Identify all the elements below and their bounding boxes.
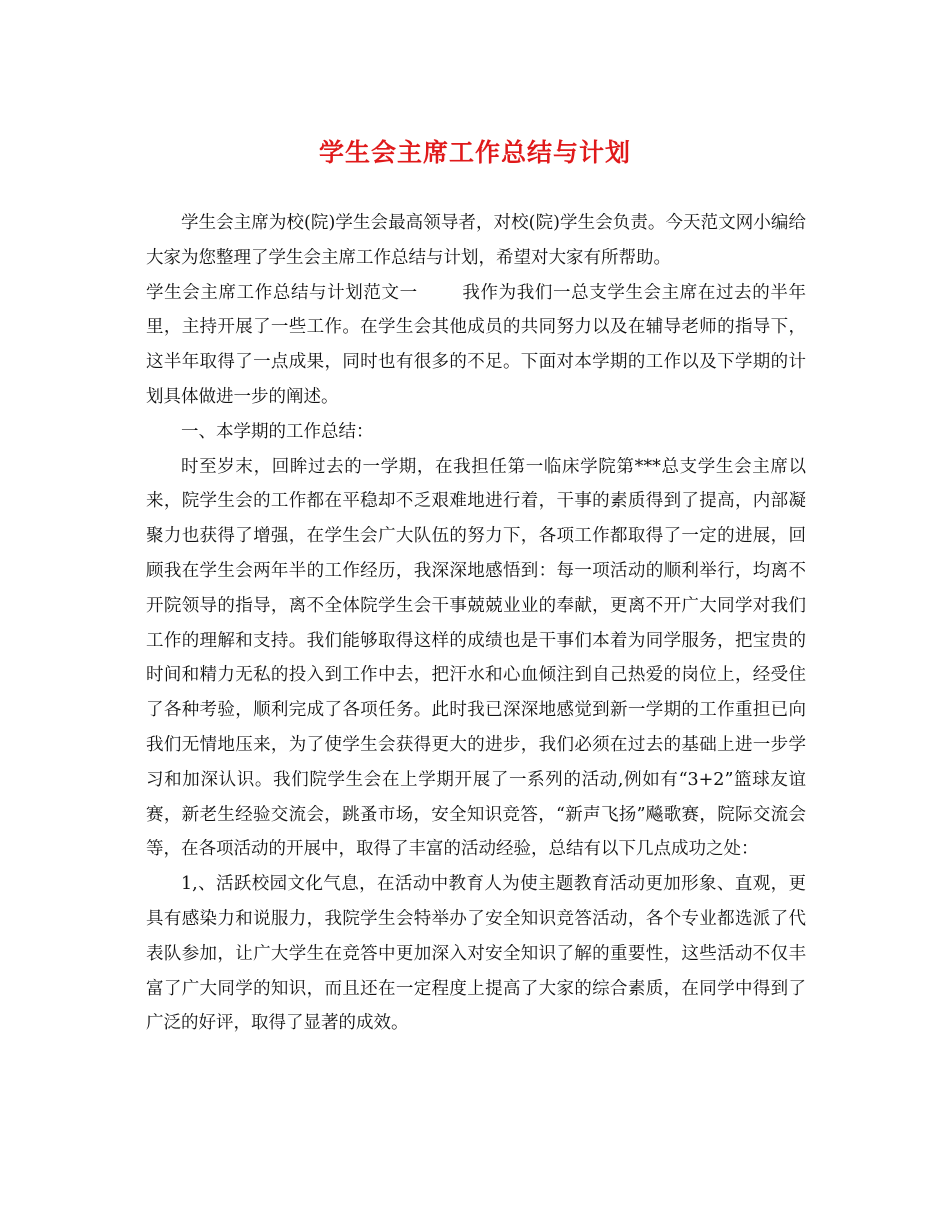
point-one-paragraph: 1,、活跃校园文化气息，在活动中教育人为使主题教育活动更加形象、直观，更具有感染力和说服力，我院学生会特举办了安全知识竞答活动，各个专业都选派了代表队参加，让广大学生在竞答中更加深入对安全知识了解的重要性，这些活动不仅丰富了广大同学的知识，而且还在一定程度上提高了大家的综合素质，在同学中得到了广泛的好评，取得了显著的成效。: [146, 874, 806, 1034]
sample-lead-text: 我作为我们一总支学生会主席在过去的半年里，主持开展了一些工作。在学生会其他成员的共同努力以及在辅导老师的指导下，这半年取得了一点成果，同时也有很多的不足。下面对本学期的工作以及下学期的计划具体做进一步的阐述。: [146, 282, 806, 407]
sample-heading: 学生会主席工作总结与计划范文一: [146, 282, 418, 303]
section-heading-one: 一、本学期的工作总结：: [181, 421, 374, 442]
document-title: 学生会主席工作总结与计划: [318, 138, 631, 167]
intro-paragraph: 学生会主席为校(院)学生会最高领导者，对校(院)学生会负责。今天范文网小编给大家为您整理了学生会主席工作总结与计划，希望对大家有所帮助。: [146, 213, 806, 268]
sample-paragraph: [146, 276, 806, 415]
document-body: [146, 206, 806, 1041]
review-paragraph: 时至岁末，回眸过去的一学期，在我担任第一临床学院第***总支学生会主席以来，院学生会的工作都在平稳却不乏艰难地进行着，干事的素质得到了提高，内部凝聚力也获得了增强，在学生会广大队伍的努力下，各项工作都取得了一定的进展，回顾我在学生会两年半的工作经历，我深深地感悟到：每一项活动的顺利举行，均离不开院领导的指导，离不全体院学生会干事兢兢业业的奉献，更离不开广大同学对我们工作的理解和支持。我们能够取得这样的成绩也是干事们本着为同学服务，把宝贵的时间和精力无私的投入到工作中去，把汗水和心血倾注到自己热爱的岗位上，经受住了各种考验，顺利完成了各项任务。此时我已深深地感觉到新一学期的工作重担已向我们无情地压来，为了使学生会获得更大的进步，我们必须在过去的基础上进一步学习和加深认识。我们院学生会在上学期开展了一系列的活动,例如有“3+2”篮球友谊赛，新老生经验交流会，跳蚤市场，安全知识竞答，“新声飞扬”飚歌赛，院际交流会等，在各项活动的开展中，取得了丰富的活动经验，总结有以下几点成功之处：: [146, 456, 806, 860]
